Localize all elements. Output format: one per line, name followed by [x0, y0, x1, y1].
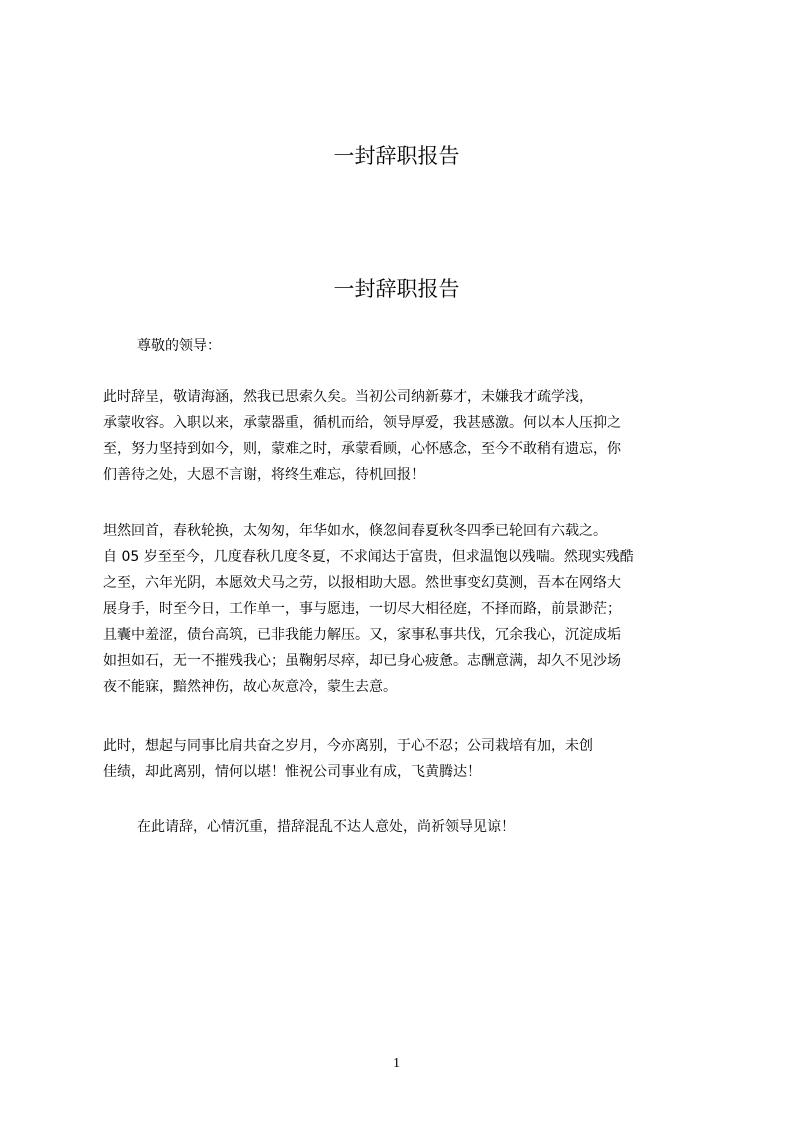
paragraph-line: 此时，想起与同事比肩共奋之岁月，今亦离别，于心不忍；公司栽培有加，未创 — [103, 738, 593, 754]
paragraph-line: 佳绩，却此离别，情何以堪！惟祝公司事业有成，飞黄腾达！ — [103, 764, 481, 780]
paragraph-line: 承蒙收容。入职以来，承蒙器重，循机而给，领导厚爱，我甚感激。何以本人压抑之 — [103, 415, 621, 431]
paragraph-1 — [103, 384, 703, 488]
paragraph-line: 至，努力坚持到如今，则，蒙难之时，承蒙看顾，心怀感念，至今不敢稍有遗忘，你 — [103, 441, 621, 457]
salutation: 尊敬的领导： — [137, 338, 221, 354]
closing-line: 在此请辞，心情沉重，措辞混乱不达人意处，尚祈领导见谅！ — [137, 819, 515, 835]
paragraph-line: 们善待之处，大恩不言谢，将终生难忘，待机回报！ — [103, 467, 425, 483]
paragraph-line: 夜不能寐，黯然神伤，故心灰意冷，蒙生去意。 — [103, 679, 397, 695]
paragraph-3 — [103, 733, 703, 785]
paragraph-line: 此时辞呈，敬请海涵，然我已思索久矣。当初公司纳新募才，未嫌我才疏学浅， — [103, 389, 593, 405]
paragraph-2 — [103, 518, 703, 700]
paragraph-line: 如担如石，无一不摧残我心；虽鞠躬尽瘁，却已身心疲惫。志酬意满，却久不见沙场 — [103, 653, 621, 669]
paragraph-line: 坦然回首，春秋轮换，太匆匆，年华如水，倏忽间春夏秋冬四季已轮回有六载之。 — [103, 523, 607, 539]
page-number: 1 — [393, 1056, 400, 1071]
paragraph-line: 之至，六年光阴，本愿效犬马之劳，以报相助大恩。然世事变幻莫测，吾本在网络大 — [103, 575, 621, 591]
paragraph-line: 且囊中羞涩，债台高筑，已非我能力解压。又，家事私事共伐，冗余我心，沉淀成垢 — [103, 627, 621, 643]
header-title: 一封辞职报告 — [333, 144, 460, 168]
document-title: 一封辞职报告 — [333, 277, 460, 301]
paragraph-line: 自 05 岁至至今，几度春秋几度冬夏，不求闻达于富贵，但求温饱以残喘。然现实残酷 — [103, 549, 634, 565]
paragraph-line: 展身手，时至今日，工作单一，事与愿违，一切尽大相径庭，不择而路，前景渺茫； — [103, 601, 621, 617]
